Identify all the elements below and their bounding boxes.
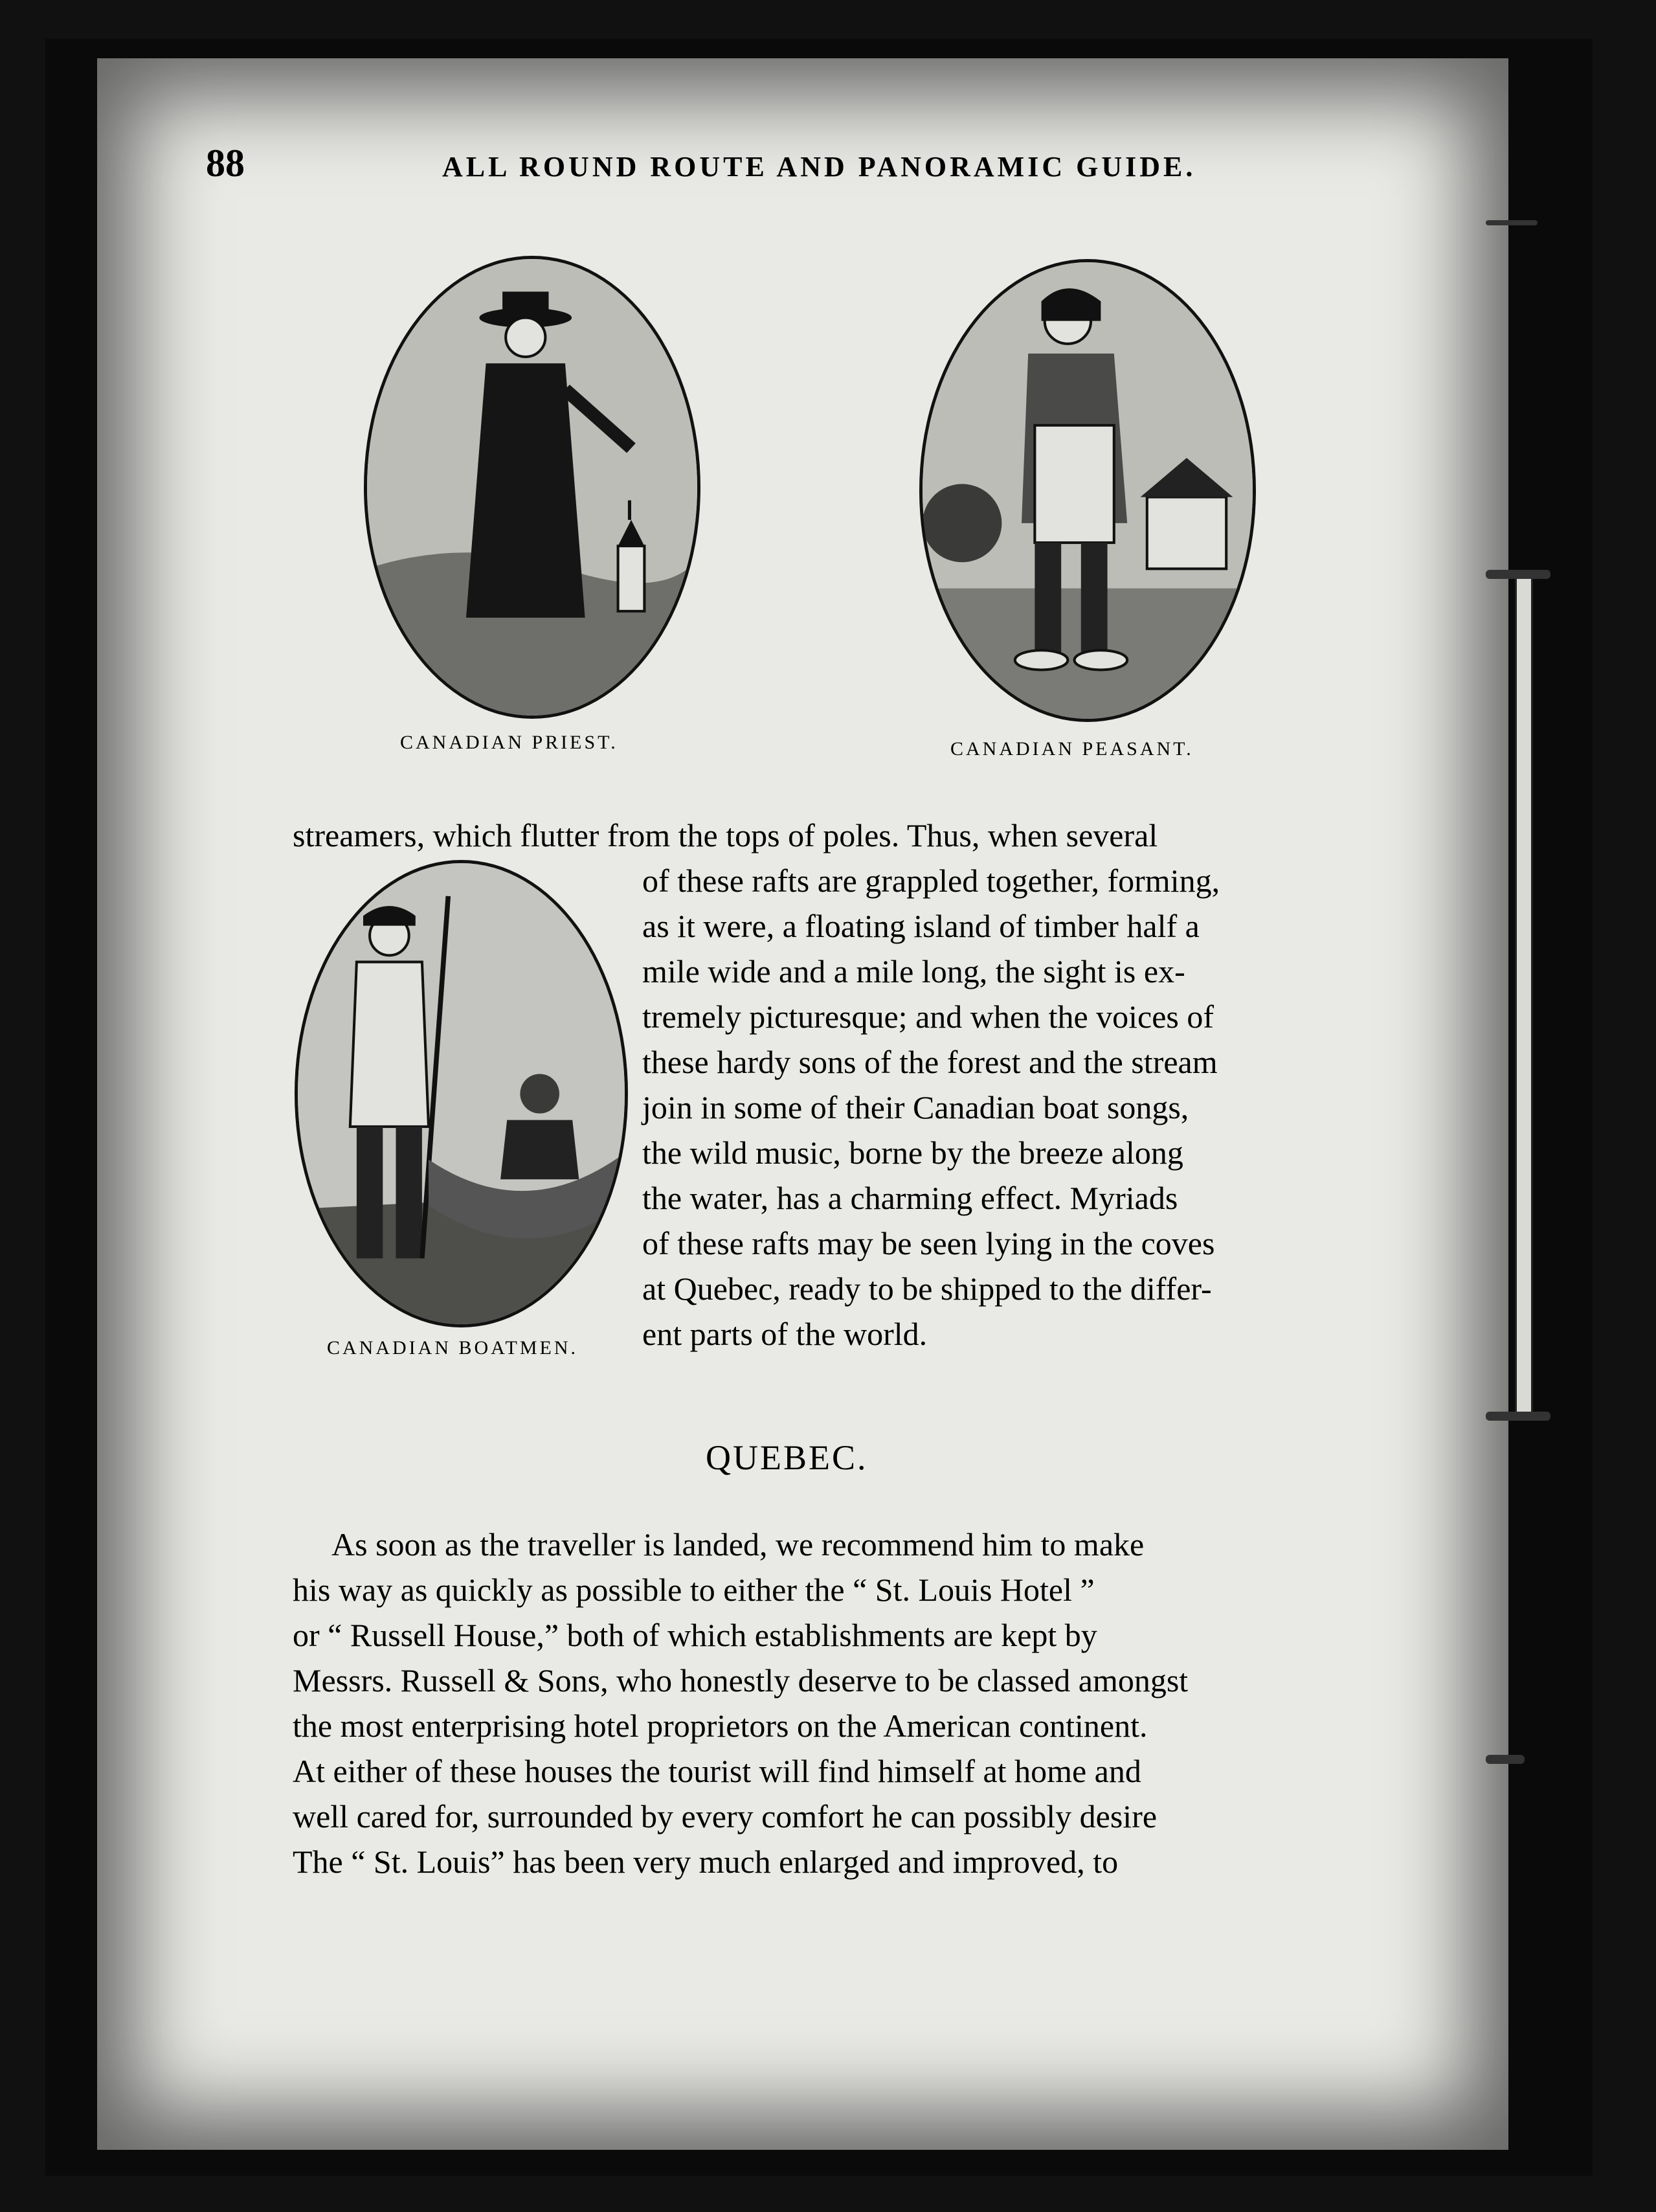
text-line: these hardy sons of the forest and the stream	[642, 1044, 1218, 1080]
text-line: At either of these houses the tourist will find himself at home and	[293, 1753, 1141, 1789]
text-line: at Quebec, ready to be shipped to the differ-	[642, 1270, 1212, 1307]
text-line: The “ St. Louis” has been very much enlarged and improved, to	[293, 1844, 1119, 1880]
boatmen-illustration	[295, 860, 628, 1327]
binding-mark-bottom	[1486, 1412, 1550, 1421]
binding-mark-upper	[1486, 220, 1538, 225]
text-line: mile wide and a mile long, the sight is ex-	[642, 953, 1185, 989]
text-line: ent parts of the world.	[642, 1316, 928, 1352]
boatmen-caption: CANADIAN BOATMEN.	[327, 1337, 578, 1359]
text-line: of these rafts are grappled together, forming,	[642, 863, 1220, 899]
binding-mark-lower	[1486, 1755, 1525, 1764]
text-line: well cared for, surrounded by every comfort he can possibly desire	[293, 1798, 1158, 1834]
text-line: the most enterprising hotel proprietors on the American continent.	[293, 1708, 1148, 1744]
section-heading: QUEBEC.	[706, 1438, 868, 1477]
text-line: tremely picturesque; and when the voices of	[642, 999, 1214, 1035]
intro-paragraph	[293, 813, 1315, 858]
section-paragraph	[293, 1522, 1322, 1884]
priest-illustration	[364, 256, 700, 719]
text-line: As soon as the traveller is landed, we recommend him to make	[331, 1526, 1145, 1563]
text-line: the water, has a charming effect. Myriads	[642, 1180, 1178, 1216]
peasant-illustration	[919, 259, 1256, 722]
running-title: ALL ROUND ROUTE AND PANORAMIC GUIDE.	[442, 151, 1196, 183]
intro-paragraph-wrapped	[642, 858, 1315, 1357]
binding-mark-top	[1486, 570, 1550, 579]
binding-bar	[1515, 576, 1533, 1418]
peasant-caption: CANADIAN PEASANT.	[950, 738, 1194, 760]
priest-caption: CANADIAN PRIEST.	[400, 732, 618, 753]
text-line: streamers, which flutter from the tops of poles. Thus, when several	[293, 817, 1158, 853]
text-line: or “ Russell House,” both of which establishments are kept by	[293, 1617, 1097, 1653]
text-line: his way as quickly as possible to either the “ St. Louis Hotel ”	[293, 1572, 1095, 1608]
text-line: as it were, a floating island of timber half a	[642, 908, 1200, 944]
text-line: join in some of their Canadian boat songs,	[642, 1089, 1189, 1125]
text-line: Messrs. Russell & Sons, who honestly deserve to be classed amongst	[293, 1662, 1189, 1699]
page-number: 88	[206, 142, 245, 185]
text-line: of these rafts may be seen lying in the coves	[642, 1225, 1215, 1261]
text-line: the wild music, borne by the breeze along	[642, 1134, 1183, 1171]
